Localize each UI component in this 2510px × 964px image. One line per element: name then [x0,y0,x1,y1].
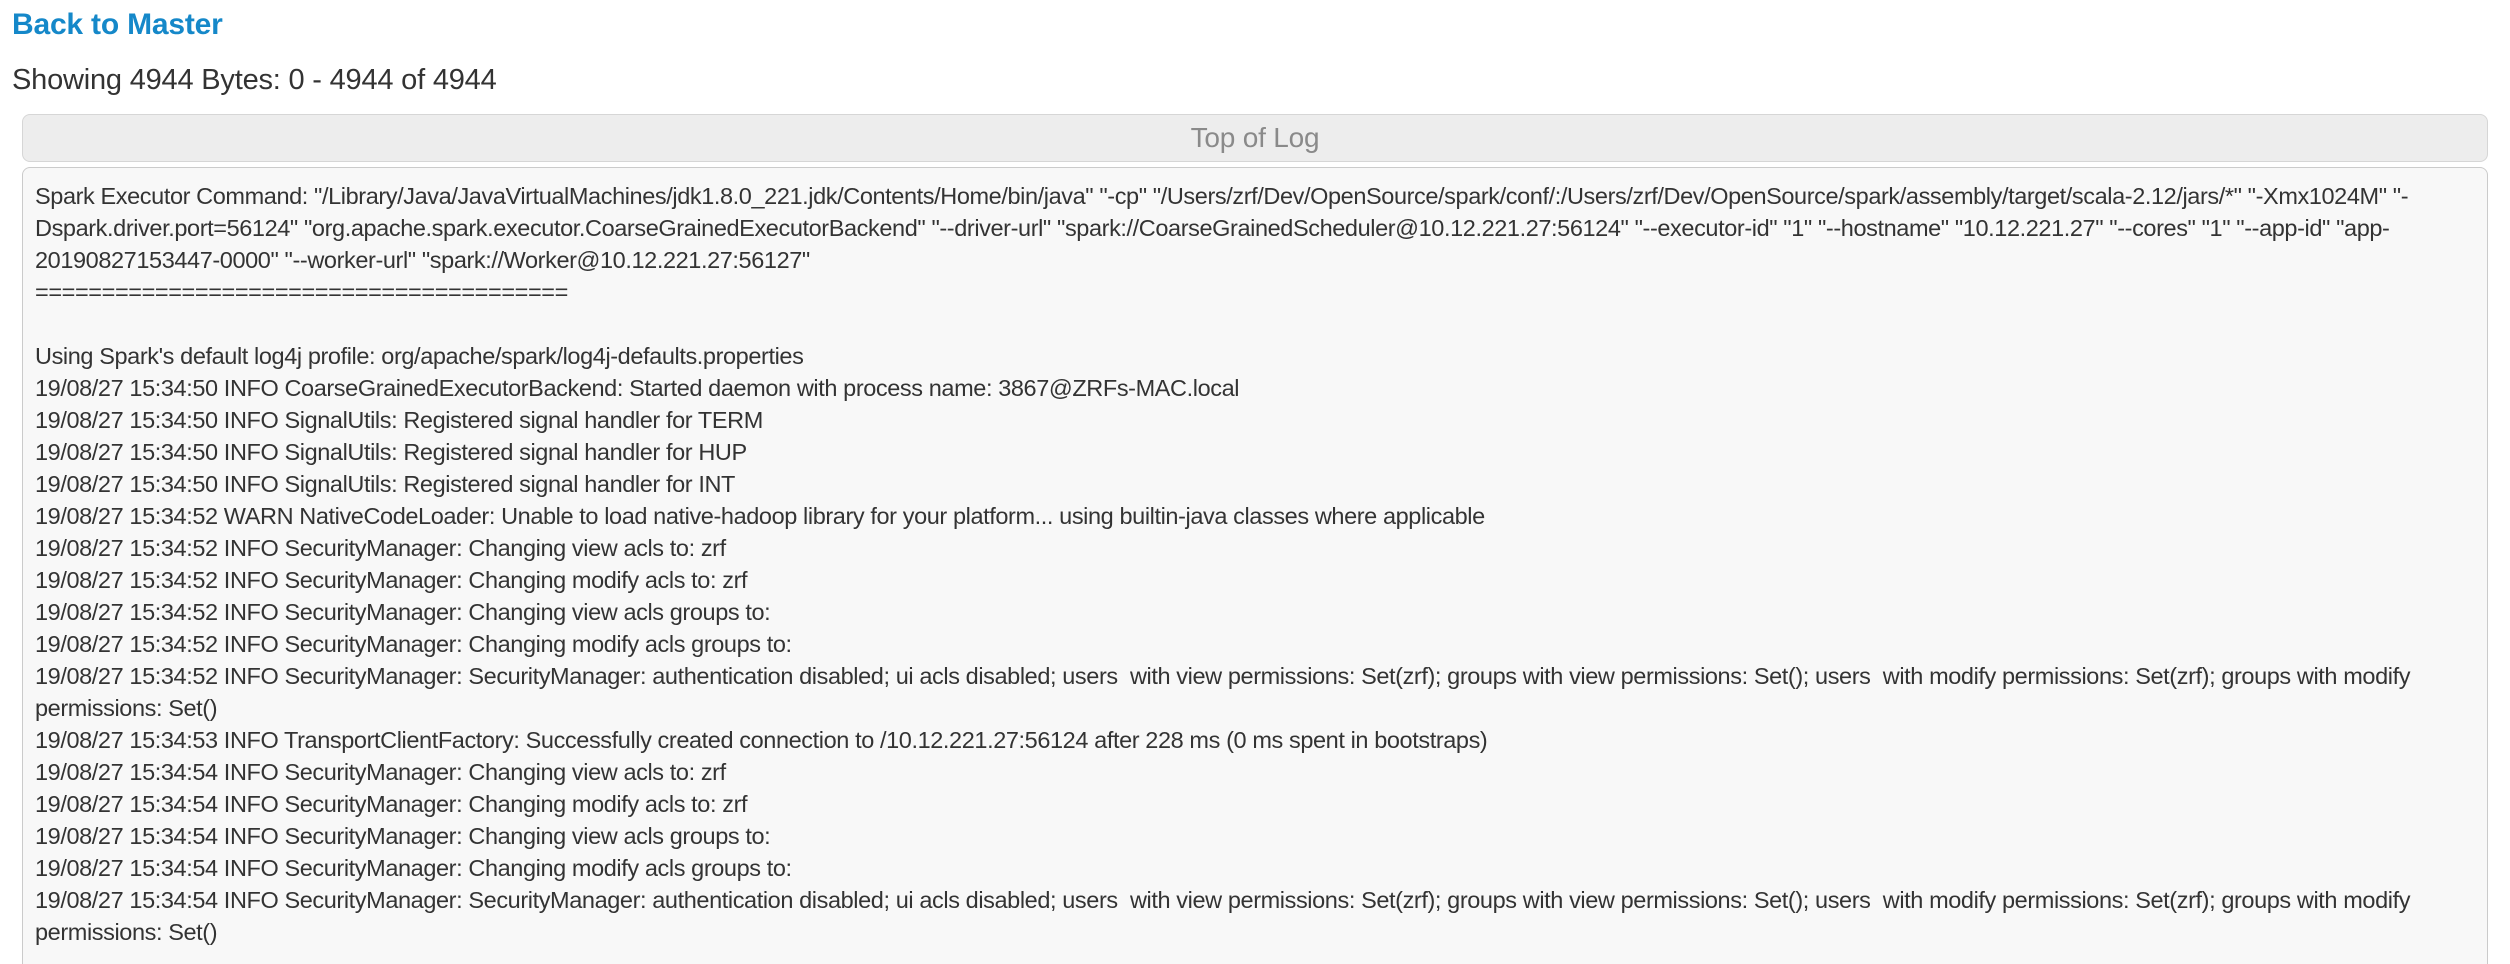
log-line: ======================================== [35,279,568,305]
log-line: 19/08/27 15:34:54 INFO SecurityManager: Changing view acls groups to: [35,823,771,849]
log-line [35,308,2475,340]
log-line: 19/08/27 15:34:52 INFO SecurityManager: Changing view acls groups to: [35,599,771,625]
log-line: 19/08/27 15:34:54 INFO SecurityManager: Changing view acls to: zrf [35,759,726,785]
top-of-log-label: Top of Log [1190,122,1320,153]
log-line: 19/08/27 15:34:52 INFO SecurityManager: Changing view acls to: zrf [35,535,726,561]
log-line: 19/08/27 15:34:52 INFO SecurityManager: SecurityManager: authentication disabled; ui acls disabled; users with view permissions: Set(zrf); groups with view permissions: Set(); users with modify permissions: Set(zrf); groups with modify permissions: Set() [35,663,2417,721]
log-line: 19/08/27 15:34:50 INFO CoarseGrainedExecutorBackend: Started daemon with process name: 3867@ZRFs-MAC.local [35,375,1240,401]
log-line: 19/08/27 15:34:54 INFO SecurityManager: SecurityManager: authentication disabled; ui acls disabled; users with view permissions: Set(zrf); groups with view permissions: Set(); users with modify permissions: Set(zrf); groups with modify permissions: Set() [35,887,2417,945]
log-content[interactable] [22,167,2488,964]
log-line: Spark Executor Command: "/Library/Java/JavaVirtualMachines/jdk1.8.0_221.jdk/Contents/Home/bin/java" "-cp" "/Users/zrf/Dev/OpenSource/spark/conf/:/Users/zrf/Dev/OpenSource/spark/assembly/target/scala-2.12/jars/*" "-Xmx1024M" "-Dspark.driver.port=56124" "org.apache.spark.executor.CoarseGrainedExecutorBackend" "--driver-url" "spark://CoarseGrainedScheduler@10.12.221.27:56124" "--executor-id" "1" "--hostname" "10.12.221.27" "--cores" "1" "--app-id" "app-20190827153447-0000" "--worker-url" "spark://Worker@10.12.221.27:56127" [35,183,2409,273]
back-to-master-link[interactable]: Back to Master [12,8,223,41]
top-of-log-button[interactable] [22,114,2488,162]
log-line: 19/08/27 15:34:52 INFO SecurityManager: Changing modify acls to: zrf [35,567,748,593]
log-line: Using Spark's default log4j profile: org/apache/spark/log4j-defaults.properties [35,343,804,369]
log-line: 19/08/27 15:34:50 INFO SignalUtils: Registered signal handler for HUP [35,439,747,465]
byte-range-text: Showing 4944 Bytes: 0 - 4944 of 4944 [12,64,497,96]
log-line: 19/08/27 15:34:50 INFO SignalUtils: Registered signal handler for INT [35,471,735,497]
log-line: 19/08/27 15:34:53 INFO TransportClientFactory: Successfully created connection to /10.12.221.27:56124 after 228 ms (0 ms spent in bootstraps) [35,727,1488,753]
log-lines [35,180,2475,948]
log-line: 19/08/27 15:34:50 INFO SignalUtils: Registered signal handler for TERM [35,407,763,433]
log-line: 19/08/27 15:34:54 INFO SecurityManager: Changing modify acls to: zrf [35,791,748,817]
log-line: 19/08/27 15:34:54 INFO SecurityManager: Changing modify acls groups to: [35,855,792,881]
log-line: 19/08/27 15:34:52 INFO SecurityManager: Changing modify acls groups to: [35,631,792,657]
log-line: 19/08/27 15:34:52 WARN NativeCodeLoader: Unable to load native-hadoop library for your platform... using builtin-java classes where applicable [35,503,1485,529]
